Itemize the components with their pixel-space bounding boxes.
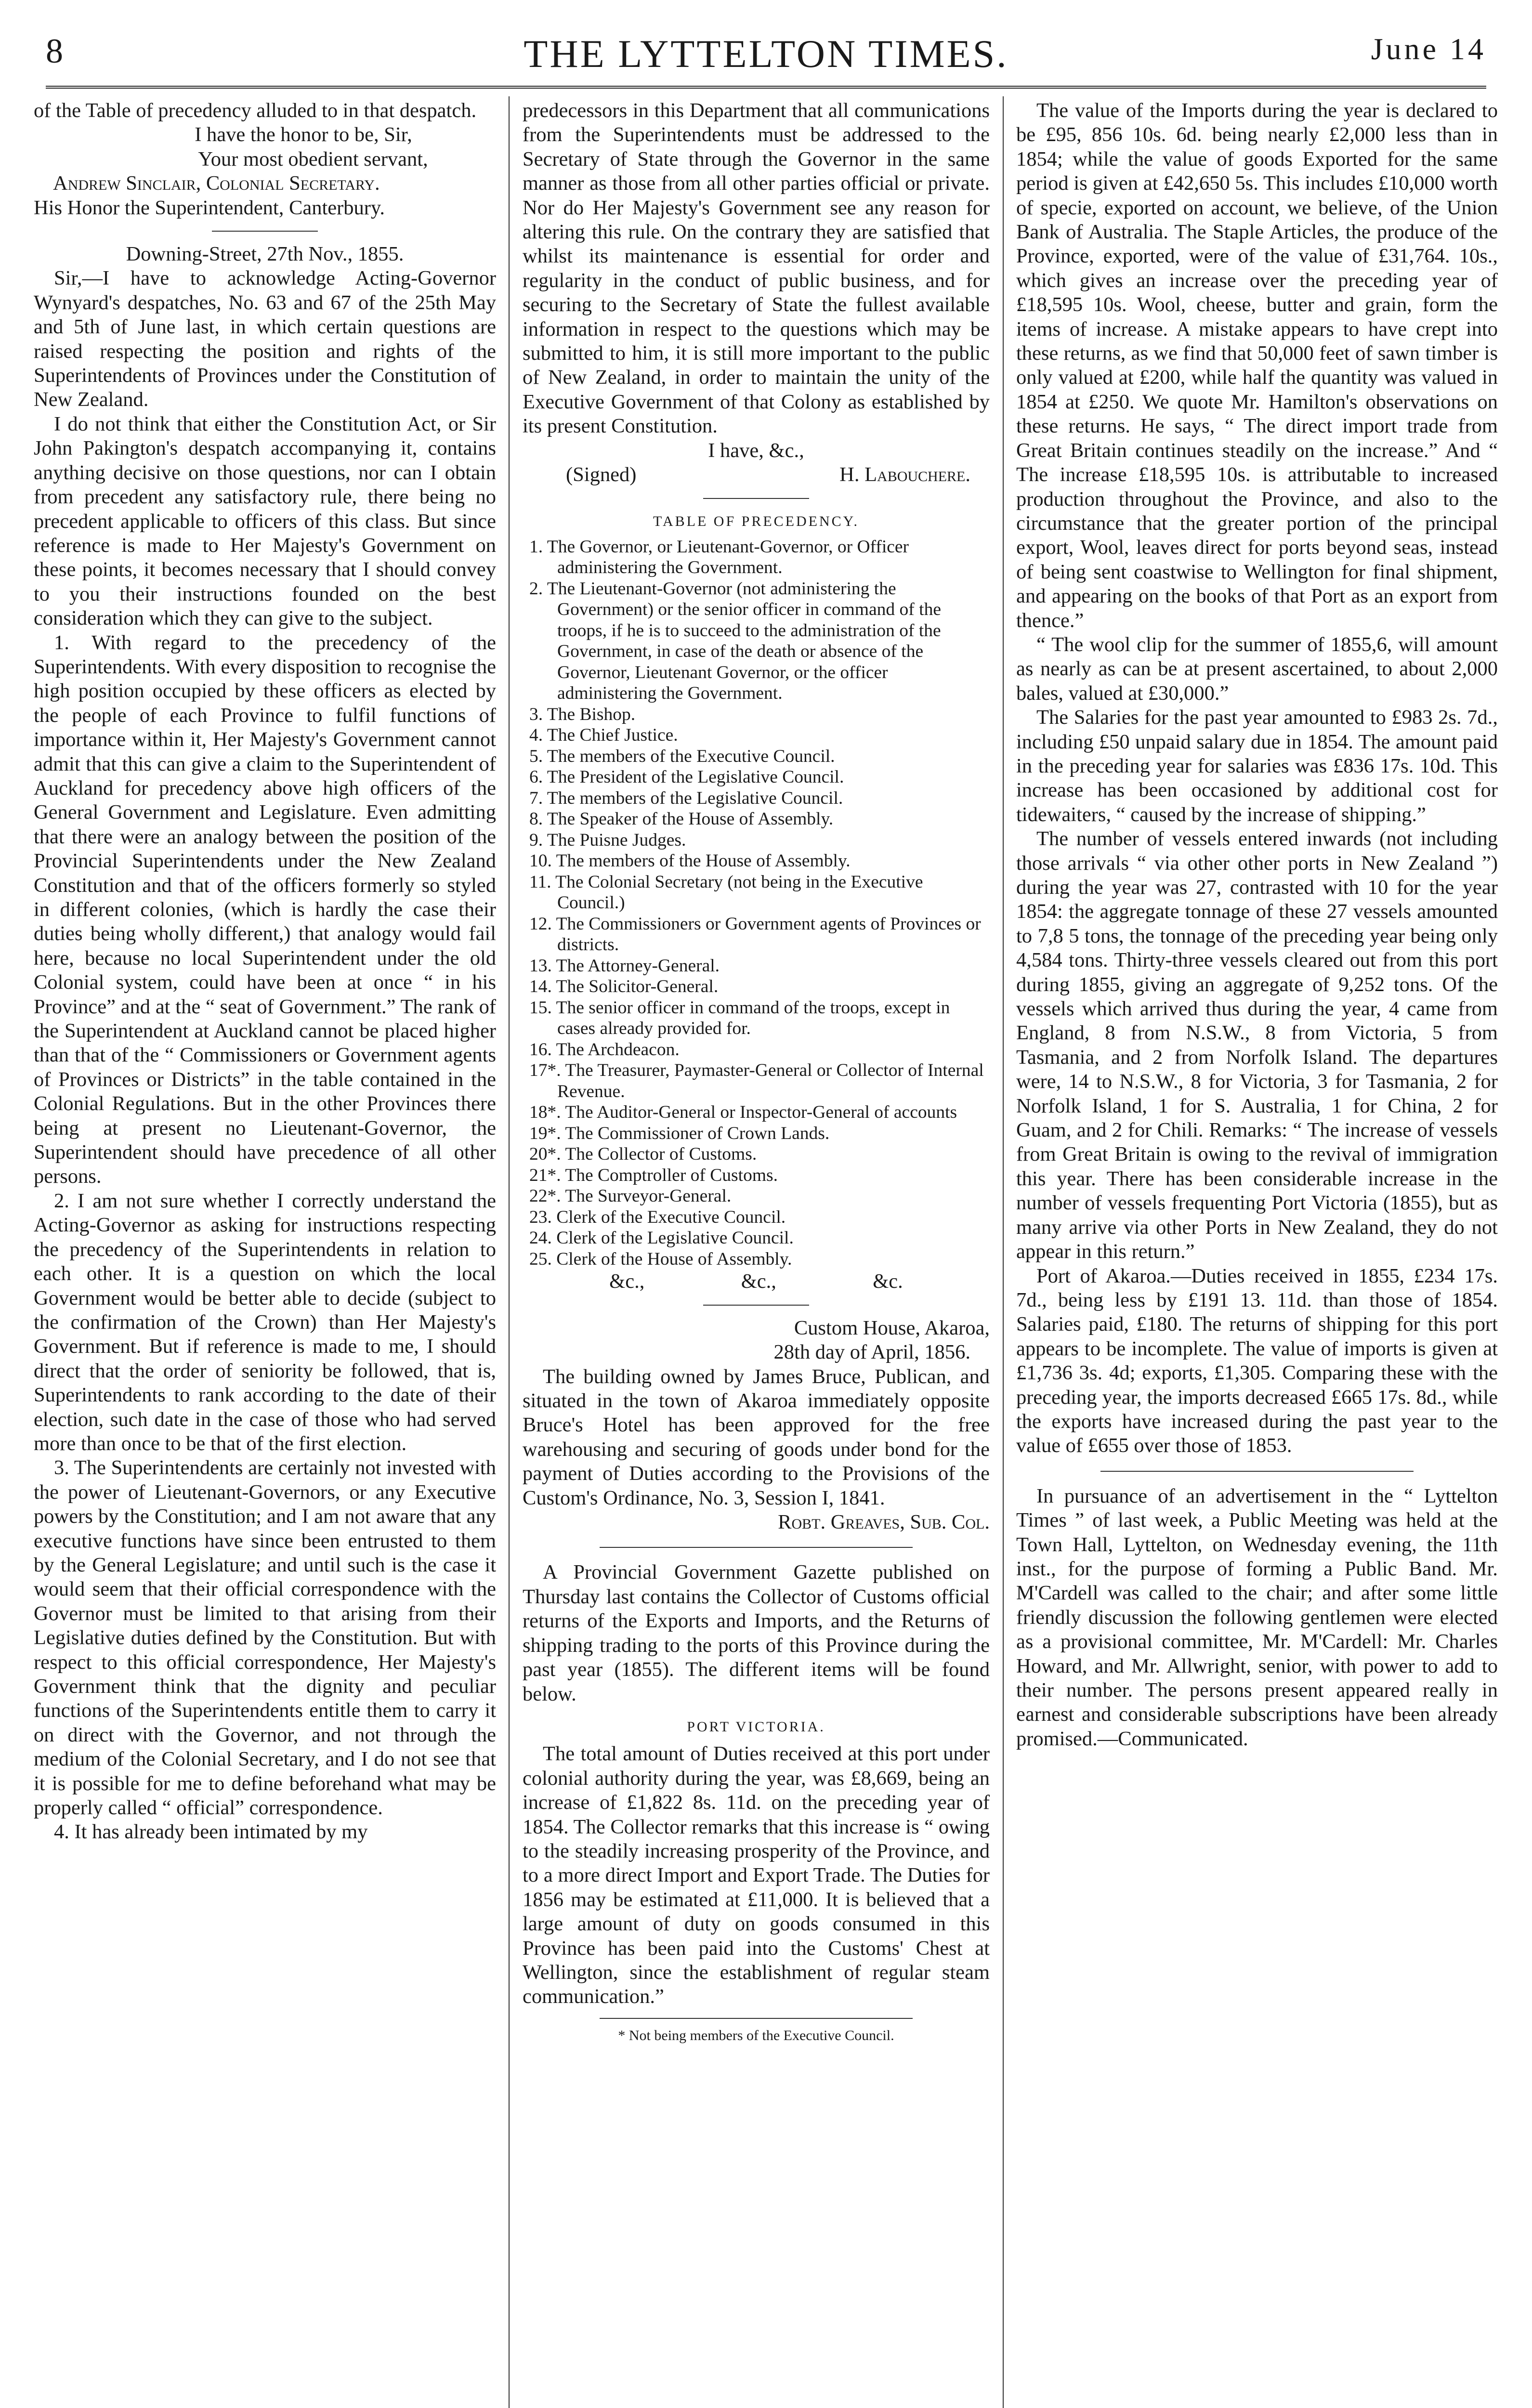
paragraph: “ The wool clip for the summer of 1855,6, will amount as nearly as can be at present ascertained, to about 2,000 bales, valued at £30,000.” <box>1016 633 1498 705</box>
divider <box>703 1305 809 1306</box>
masthead-rule <box>46 86 1486 89</box>
paragraph: Sir,—I have to acknowledge Acting-Governor Wynyard's despatches, No. 63 and 67 of the 25th May and 5th of June last, in which certain questions are raised respecting the position and rights of the Superintendents of Provinces under the Constitution of New Zealand. <box>34 267 496 411</box>
paragraph: 3. The Superintendents are certainly not invested with the power of Lieutenant-Governors, or any Executive powers by the Constitution; and I am not aware that any executive functions have since been entrusted to them by the General Legislature; and until such is the case it would seem that their official correspondence with the Governor must be limited to that arising from their Legislative duties defined by the Constitution. But with respect to this official correspondence, Her Majesty's Government think that the dignity and peculiar functions of the Superintendents entitle them to carry it on direct with the Governor, and not through the medium of the Colonial Secretary, and I do not see that it is possible for me to define beforehand what may be properly called “ official” correspondence. <box>34 1456 496 1819</box>
paragraph: In pursuance of an advertisement in the “ Lyttelton Times ” of last week, a Public Meeting was held at the Town Hall, Lyttelton, on Wednesday evening, the 11th inst., for the purpose of forming a Public Band. Mr. M'Cardell was called to the chair; and after some little friendly discussion the following gentlemen were elected as a provisional committee, Mr. M'Cardell: Mr. Charles Howard, and Mr. Allwright, senior, with power to add to their number. The persons present appeared really in earnest and considerable subscriptions have been already promised.—Communicated. <box>1016 1484 1498 1750</box>
newspaper-title: THE LYTTELTON TIMES. <box>524 32 1008 76</box>
precedency-row: 13. The Attorney-General. <box>529 955 720 976</box>
divider <box>600 2018 913 2019</box>
signature: H. Labouchere. <box>839 463 970 486</box>
paragraph: Port of Akaroa.—Duties received in 1855, £234 17s. 7d., being less by £191 13. 11d. than those of 1854. Salaries paid, £180. The returns of shipping for this port appears to be incomplete. The value of imports is given at £1,736 3s. 4d; exports, £1,305. Comparing these with the preceding year, the imports decreased £665 17s. 8d., while the exports have increased during the past year to the value of £655 over those of 1853. <box>1016 1264 1498 1457</box>
etc-line <box>523 1269 990 1294</box>
precedency-row: 1. The Governor, or Lieutenant-Governor, or Officer administering the Government. <box>529 537 909 578</box>
signature-line <box>523 463 990 487</box>
precedency-row: 11. The Colonial Secretary (not being in the Executive Council.) <box>529 872 923 913</box>
precedency-row: 16. The Archdeacon. <box>529 1039 680 1060</box>
etc: &c., <box>741 1270 776 1293</box>
precedency-row: 20*. The Collector of Customs. <box>529 1144 757 1165</box>
paragraph: The number of vessels entered inwards (not including those arrivals “ via other other ports in New Zealand ”) during the year was 27, contrasted with 10 for the year 1854: the aggregate tonnage of these 27 vessels amounted to 7,8 5 tons, the tonnage of the preceding year being only 4,584 tons. Thirty-three vessels cleared out from this port during 1855, giving an aggregate of 9,252 tons. Of the vessels which arrived thus during the year, 4 came from England, 8 from N.S.W., 8 from Victoria, 5 from Tasmania, and 2 from Norfolk Island. The departures were, 14 to N.S.W., 8 for Victoria, 3 for Tasmania, 2 for Norfolk Island, 1 for S. Australia, 1 for China, 2 for Guam, and 2 for Chili. Remarks: “ The increase of vessels from Great Britain is owing to the revival of immigration this year. There has been considerable increase in the number of vessels frequenting Port Victoria (1855), but as many arrive via other Ports in New Zealand, they do not appear in this return.” <box>1016 827 1498 1263</box>
column-3 <box>1016 99 1498 1751</box>
etc: &c. <box>873 1270 903 1293</box>
section-heading: TABLE OF PRECEDENCY. <box>653 513 859 529</box>
letter-closing: Your most obedient servant, <box>198 147 428 170</box>
precedency-row: 24. Clerk of the Legislative Council. <box>529 1228 794 1248</box>
precedency-row: 10. The members of the House of Assembly. <box>529 851 851 871</box>
paragraph: of the Table of precedency alluded to in that despatch. <box>34 99 477 122</box>
precedency-row: 3. The Bishop. <box>529 704 636 724</box>
section-heading: PORT VICTORIA. <box>687 1718 825 1735</box>
precedency-row: 2. The Lieutenant-Governor (not administering the Government) or the senior officer in command of the troops, if he is to succeed to the administration of the Government, in case of the death or absence of the Governor, Lieutenant Governor, or the officer administering the Government. <box>529 578 941 704</box>
precedency-row: 19*. The Commissioner of Crown Lands. <box>529 1123 830 1143</box>
precedency-row: 15. The senior officer in command of the troops, except in cases already provided for. <box>529 997 950 1039</box>
divider <box>703 498 809 499</box>
precedency-row: 18*. The Auditor-General or Inspector-General of accounts <box>529 1102 957 1123</box>
paragraph: I do not think that either the Constitution Act, or Sir John Pakington's despatch accompanying it, contains anything decisive on those questions, nor can I obtain from precedent any satisfactory rule, there being no precedent applicable to officers of this class. But since reference is made to Her Majesty's Government on these points, it becomes necessary that I should convey to you their instructions founded on the best consideration which they can give to the subject. <box>34 412 496 630</box>
precedency-row: 7. The members of the Legislative Council. <box>529 788 843 808</box>
signature: Andrew Sinclair, Colonial Secretary. <box>53 172 380 195</box>
dateline: Downing-Street, 27th Nov., 1855. <box>126 243 404 266</box>
addressee: His Honor the Superintendent, Canterbury. <box>34 196 385 219</box>
etc: &c., <box>609 1270 645 1293</box>
column-1 <box>34 99 496 1845</box>
dateline: 28th day of April, 1856. <box>773 1341 970 1364</box>
divider <box>600 1547 913 1548</box>
letter-closing: I have the honor to be, Sir, <box>195 123 412 146</box>
paragraph: The building owned by James Bruce, Publican, and situated in the town of Akaroa immediately opposite Bruce's Hotel has been approved for the free warehousing and securing of goods under bond for the payment of Duties according to the Provisions of the Custom's Ordinance, No. 3, Session I, 1841. <box>523 1365 990 1509</box>
signed-label: (Signed) <box>566 463 637 486</box>
paragraph: The value of the Imports during the year is declared to be £95, 856 10s. 6d. being nearly £2,000 less than in 1854; while the value of goods Exported for the same period is given at £42,650 5s. This includes £10,000 worth of specie, exported on account, we believe, of the Union Bank of Australia. The Staple Articles, the produce of the Province, exported, were of the value of £31,764. 10s., which gives an increase over the preceding year of £18,595 10s. Wool, cheese, butter and grain, form the items of increase. A mistake appears to have crept into these returns, as we find that 50,000 feet of sawn timber is only valued at £200, while half the quantity was valued in 1854 at £250. We quote Mr. Hamilton's observations on these returns. He says, “ The direct import trade from Great Britain continues steadily on the increase.” And “ The increase £18,595 10s. is attributable to increased production throughout the Province, and also to the circumstance that the greater portion of the principal export, Wool, leaves direct for ports beyond seas, instead of being sent coastwise to Wellington for final shipment, and appearing on the books of that Port as an export from thence.” <box>1016 99 1498 632</box>
column-2 <box>523 99 990 2048</box>
paragraph: The Salaries for the past year amounted to £983 2s. 7d., including £50 unpaid salary due in 1854. The amount paid in the preceding year for salaries was £836 17s. 10d. This increase has been occasioned by additional cost for tidewaiters, “ caused by the increase of shipping.” <box>1016 706 1498 826</box>
page-number: 8 <box>46 32 63 70</box>
precedency-row: 4. The Chief Justice. <box>529 725 678 746</box>
precedency-row: 6. The President of the Legislative Council. <box>529 767 844 787</box>
precedency-table <box>523 537 990 1270</box>
precedency-row: 9. The Puisne Judges. <box>529 830 686 850</box>
paragraph: A Provincial Government Gazette published on Thursday last contains the Collector of Customs official returns of the Exports and Imports, and the Returns of shipping trading to the ports of this Province during the past year (1855). The different items will be found below. <box>523 1561 990 1705</box>
dateline: Custom House, Akaroa, <box>794 1316 990 1339</box>
precedency-row: 5. The members of the Executive Council. <box>529 746 835 766</box>
precedency-row: 14. The Solicitor-General. <box>529 977 719 997</box>
divider <box>212 231 318 232</box>
precedency-row: 12. The Commissioners or Government agents of Provinces or districts. <box>529 914 981 955</box>
precedency-row: 21*. The Comptroller of Customs. <box>529 1165 778 1185</box>
footnote: * Not being members of the Executive Council. <box>618 2027 894 2043</box>
letter-closing: I have, &c., <box>708 439 804 462</box>
paragraph: 2. I am not sure whether I correctly understand the Acting-Governor as asking for instructions respecting the precedency of the Superintendents in relation to each other. It is a question on which the local Government would be better able to decide (subject to the confirmation of the Crown) than Her Majesty's Government. But if reference is made to me, I should direct that the order of seniority be followed, that is, Superintendents to rank according to the date of their election, such date in the case of those who had served more than once to be that of the first election. <box>34 1189 496 1455</box>
signature: Robt. Greaves, Sub. Col. <box>778 1511 990 1534</box>
precedency-row: 22*. The Surveyor-General. <box>529 1186 732 1206</box>
paragraph: 1. With regard to the precedency of the Superintendents. With every disposition to recognise the high position occupied by these officers as elected by the people of each Province to fulfil functions of importance within it, Her Majesty's Government cannot admit that this can give a claim to the Superintendent of Auckland for precedency above high officers of the General Government and Legislature. Even admitting that there were an analogy between the position of the Provincial Superintendents under the New Zealand Constitution and that of the officers formerly so styled in different colonies, (which is hardly the case their duties being wholly different,) that analogy would fail here, because no local Superintendent under the old Colonial system, could have been at once “ in his Province” and at the “ seat of Government.” The rank of the Superintendent at Auckland cannot be placed higher than that of the “ Commissioners or Government agents of Provinces or Districts” in the table contained in the Colonial Regulations. But in the other Provinces there being at present no Lieutenant-Governor, the Superintendent should have precedence of all other persons. <box>34 631 496 1188</box>
paragraph: The total amount of Duties received at this port under colonial authority during the year, was £8,669, being an increase of £1,822 8s. 11d. on the preceding year of 1854. The Collector remarks that this increase is “ owing to the steadily increasing prosperity of the Province, and to a more direct Import and Export Trade. The Duties for 1856 may be estimated at £11,000. It is believed that a large amount of duty on goods consumed in this Province has been paid into the Customs' Chest at Wellington, since the establishment of regular steam communication.” <box>523 1742 990 2008</box>
precedency-row: 23. Clerk of the Executive Council. <box>529 1207 786 1227</box>
divider <box>1100 1471 1414 1472</box>
paragraph: predecessors in this Department that all communications from the Superintendents must be addressed to the Secretary of State through the Governor in the same manner as those from all other parties official or private. Nor do Her Majesty's Government see any reason for altering this rule. On the contrary they are satisfied that whilst its maintenance is essential for order and regularity in the conduct of public business, and for securing to the Secretary of State the fullest available information in respect to the questions which may be submitted to him, it is still more important to the public of New Zealand, in order to maintain the unity of the Executive Government of that Colony as established by its present Constitution. <box>523 99 990 438</box>
issue-date: June 14 <box>1371 32 1486 66</box>
precedency-row: 8. The Speaker of the House of Assembly. <box>529 809 834 829</box>
precedency-row: 25. Clerk of the House of Assembly. <box>529 1249 792 1269</box>
paragraph: 4. It has already been intimated by my <box>54 1820 368 1844</box>
column-rule <box>509 96 510 2408</box>
precedency-row: 17*. The Treasurer, Paymaster-General or Collector of Internal Revenue. <box>529 1060 984 1101</box>
column-rule <box>1003 96 1004 2408</box>
masthead <box>46 26 1486 84</box>
